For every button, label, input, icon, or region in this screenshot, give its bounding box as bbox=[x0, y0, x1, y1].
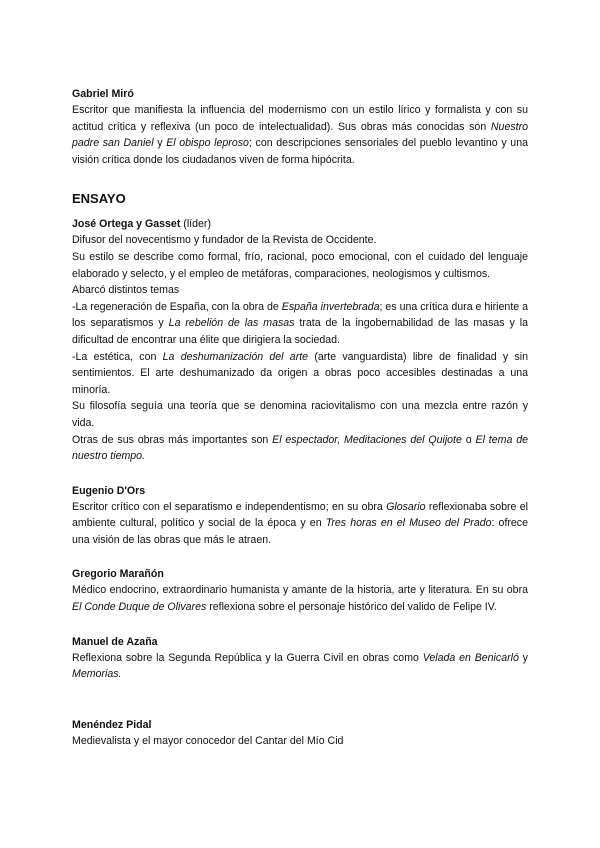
work-title: Memorias. bbox=[72, 668, 122, 681]
work-title: Nuestro padre san Daniel bbox=[72, 120, 528, 150]
ortega-style: Su estilo se describe como formal, frío, racional, poco emocional, con el cuidado del lenguaje elaborado y selecto, y el empleo de metáforas, comparaciones, neologismos y cultismos. bbox=[72, 250, 528, 280]
work-title: Glosario bbox=[386, 500, 426, 513]
work-title: La rebelión de las masas bbox=[168, 317, 295, 330]
work-title: El tema de nuestro tiempo. bbox=[72, 433, 529, 463]
work-title: El obispo leproso bbox=[166, 137, 249, 150]
ortega-philosophy: Su filosofía seguía una teoría que se denomina raciovitalismo con una mezcla entre razón y vida. bbox=[72, 400, 528, 429]
work-title: Velada en Benicarló bbox=[422, 651, 519, 664]
author-heading-miro: Gabriel Miró bbox=[72, 88, 134, 100]
author-heading-dors: Eugenio D'Ors bbox=[72, 484, 146, 497]
dors-paragraph: Escritor crítico con el separatismo e independentismo; en su obra Glosario reflexionaba sobre el ambiente cultural, político y social de la época y en Tres horas en el Museo del Prado: ofrece una visión de las obras que más le atraen. bbox=[72, 500, 528, 546]
ortega-line: Difusor del novecentismo y fundador de la Revista de Occidente. bbox=[72, 234, 377, 247]
miro-paragraph: Escritor que manifiesta la influencia del modernismo con un estilo lírico y formalista y con su actitud crítica y reflexiva (un poco de intelectualidad). Sus obras más conocidas son Nuestro padre san Daniel y El obispo leproso; con descripciones sensoriales del pueblo levantino y una visión crítica donde los ciudadanos viven de forma hipócrita. bbox=[72, 104, 528, 166]
azana-paragraph: Reflexiona sobre la Segunda República y la Guerra Civil en obras como Velada en Benicarló y Memorias. bbox=[72, 651, 528, 681]
ortega-theme-regeneracion: -La regeneración de España, con la obra de España invertebrada; es una crítica dura e hiriente a los separatismos y La rebelión de las masas trata de la ingobernabilidad de las masas y la dificultad de encontrar una élite que dirigiera la sociedad. bbox=[72, 300, 528, 346]
author-heading-ortega: José Ortega y Gasset (líder) bbox=[72, 218, 211, 231]
work-title: El Conde Duque de Olivares bbox=[72, 601, 207, 614]
work-title: La deshumanización del arte bbox=[162, 350, 309, 363]
work-title: Tres horas en el Museo del Prado bbox=[325, 517, 492, 530]
author-heading-azana: Manuel de Azaña bbox=[72, 635, 158, 648]
maranon-paragraph: Médico endocrino, extraordinario humanista y amante de la historia, arte y literatura. En su obra El Conde Duque de Olivares reflexiona sobre el personaje histórico del valido de Felipe IV. bbox=[72, 584, 528, 614]
ortega-theme-estetica: -La estética, con La deshumanización del arte (arte vanguardista) libre de finalidad y sin sentimientos. El arte deshumanizado da origen a obras poco accesibles destinadas a una minoría. bbox=[72, 350, 528, 396]
author-heading-maranon: Gregorio Marañón bbox=[72, 568, 164, 581]
pidal-paragraph: Medievalista y el mayor conocedor del Cantar del Mío Cid bbox=[72, 734, 344, 747]
author-heading-pidal: Menéndez Pidal bbox=[72, 718, 152, 731]
work-title: El espectador, Meditaciones del Quijote bbox=[272, 433, 462, 446]
work-title: España invertebrada bbox=[281, 300, 380, 313]
ortega-other-works: Otras de sus obras más importantes son El espectador, Meditaciones del Quijote o El tema de nuestro tiempo. bbox=[72, 433, 529, 463]
section-title-ensayo: ENSAYO bbox=[72, 191, 126, 207]
ortega-themes-intro: Abarcó distintos temas bbox=[72, 284, 180, 297]
